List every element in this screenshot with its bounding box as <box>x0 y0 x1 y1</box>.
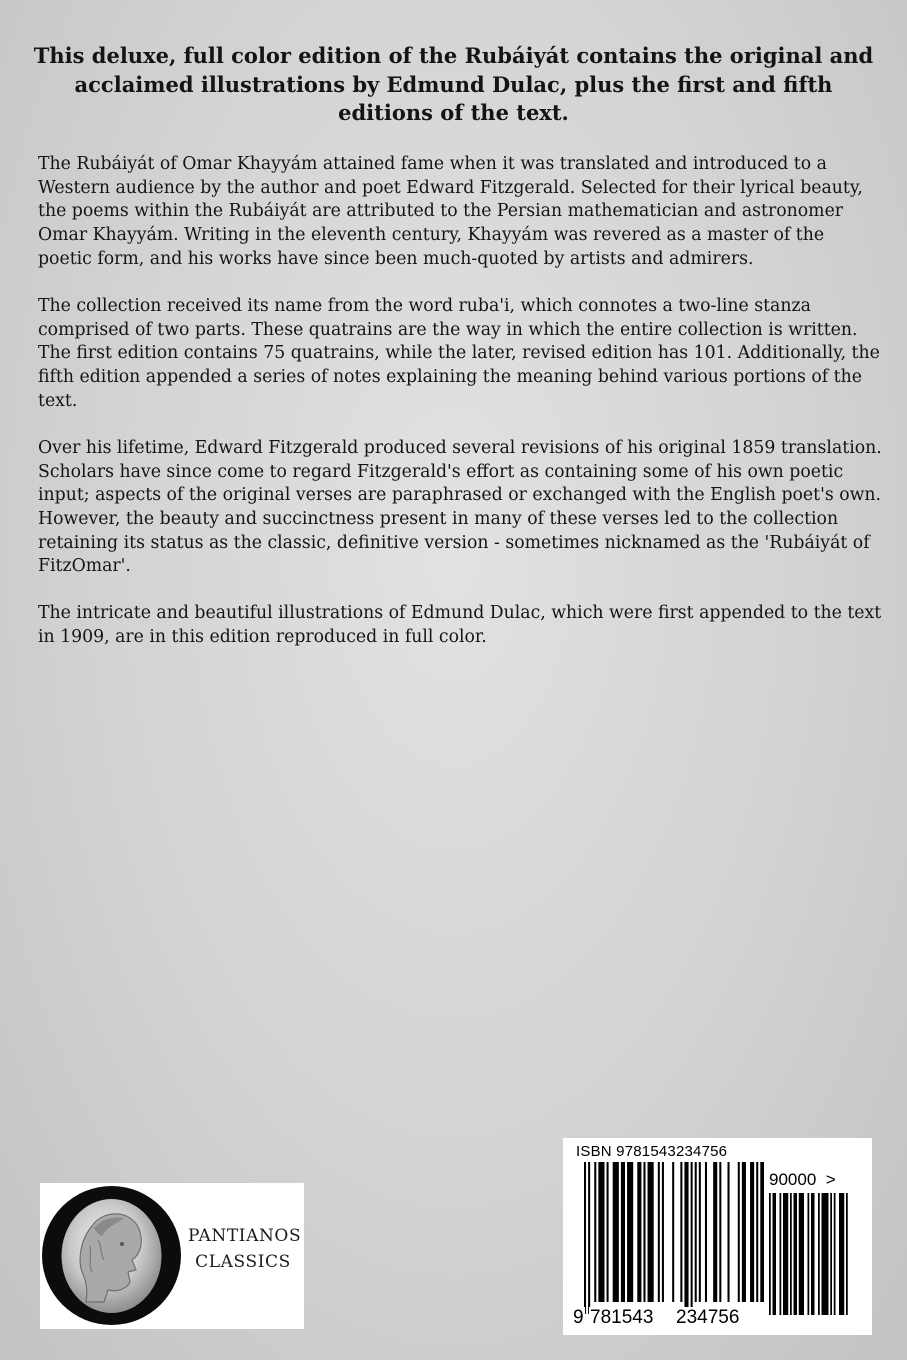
paragraph-1: The Rubáiyát of Omar Khayyám attained fame when it was translated and introduced to a Western audience by the author and poet Edward Fitzgerald. Selected for their lyrical beauty, the poems within the Rubáiyát are attributed to the Persian mathematician and astronomer Omar Khayyám. Writing in the eleventh century, Khayyám was revered as a master of the poetic form, and his works have since been much-quoted by artists and admirers. <box>38 154 863 269</box>
barcode-bar <box>713 1162 717 1302</box>
headline: This deluxe, full color edition of the Rubáiyát contains the original and acclaimed illustrations by Edmund Dulac, plus the first and fifth editions of the text. <box>33 43 874 125</box>
barcode-bar <box>621 1162 625 1302</box>
barcode-bar <box>719 1162 721 1302</box>
barcode-bar <box>607 1162 609 1302</box>
barcode-bar <box>658 1162 660 1302</box>
barcode-bar <box>750 1162 754 1302</box>
barcode-digit-first: 9 <box>573 1307 584 1328</box>
description <box>38 153 883 673</box>
barcode-bar <box>648 1162 654 1302</box>
barcode-bar <box>783 1193 788 1315</box>
ean-barcode-bars <box>584 1162 764 1322</box>
barcode-bar <box>769 1193 771 1315</box>
barcode-digit-group-2: 234756 <box>676 1307 740 1328</box>
barcode-digits <box>563 1307 763 1331</box>
barcode-bar <box>643 1162 645 1302</box>
barcode-bar <box>773 1193 777 1315</box>
barcode-bar <box>738 1162 740 1302</box>
barcode-digit-group-1: 781543 <box>590 1307 654 1328</box>
barcode-bar <box>808 1193 810 1315</box>
barcode-bar <box>691 1162 693 1314</box>
barcode-bar <box>637 1162 641 1302</box>
barcode-bar <box>760 1162 764 1302</box>
isbn-barcode <box>563 1138 872 1335</box>
barcode-bar <box>846 1193 848 1315</box>
barcode-bar <box>780 1193 782 1315</box>
barcode-bar <box>699 1162 701 1302</box>
barcode-bar <box>695 1162 697 1302</box>
publisher-logo <box>40 1183 304 1329</box>
barcode-bar <box>662 1162 664 1302</box>
publisher-line-1: PANTIANOS <box>188 1226 302 1246</box>
barcode-bar <box>684 1162 688 1314</box>
price-code: 90000 > <box>769 1170 836 1189</box>
barcode-bar <box>584 1162 586 1314</box>
barcode-bar <box>756 1162 758 1302</box>
barcode-bar <box>834 1193 836 1315</box>
barcode-bar <box>588 1162 590 1314</box>
publisher-line-2: CLASSICS <box>195 1252 291 1272</box>
publisher-name <box>188 1223 302 1275</box>
barcode-bar <box>672 1162 674 1302</box>
classical-coin-portrait-icon <box>42 1186 181 1325</box>
barcode-bar <box>705 1162 707 1302</box>
barcode-bar <box>799 1193 804 1315</box>
paragraph-2: The collection received its name from the word ruba'i, which connotes a two-line stanza comprised of two parts. These quatrains are the way in which the entire collection is written. The first edition contains 75 quatrains, while the later, revised edition has 101. Additionally, the fifth edition appended a series of notes explaining the meaning behind various portions of the text. <box>38 295 880 411</box>
barcode-bar <box>598 1162 604 1302</box>
barcode-bar <box>790 1193 792 1315</box>
barcode-bar <box>811 1193 815 1315</box>
barcode-bar <box>839 1193 844 1315</box>
barcode-bar <box>728 1162 730 1302</box>
barcode-bar <box>794 1193 798 1315</box>
barcode-bar <box>627 1162 633 1302</box>
barcode-bar <box>818 1193 820 1315</box>
barcode-bar <box>680 1162 682 1302</box>
price-addon-bars <box>769 1193 863 1333</box>
barcode-bar <box>742 1162 746 1302</box>
barcode-bar <box>594 1162 596 1302</box>
barcode-bar <box>830 1193 832 1315</box>
barcode-bar <box>822 1193 829 1315</box>
isbn-label: ISBN 9781543234756 <box>576 1143 728 1160</box>
paragraph-4: The intricate and beautiful illustrations of Edmund Dulac, which were first appended to the text in 1909, are in this edition reproduced in full color. <box>38 603 882 648</box>
paragraph-3: Over his lifetime, Edward Fitzgerald produced several revisions of his original 1859 translation. Scholars have since come to regard Fitzgerald's effort as containing some of his own poetic input; aspects of the original verses are paraphrased or exchanged with the English poet's own. However, the beauty and succinctness present in many of these verses led to the collection retaining its status as the classic, definitive version - sometimes nicknamed as the 'Rubáiyát of FitzOmar'. <box>38 437 882 577</box>
barcode-bar <box>613 1162 619 1302</box>
